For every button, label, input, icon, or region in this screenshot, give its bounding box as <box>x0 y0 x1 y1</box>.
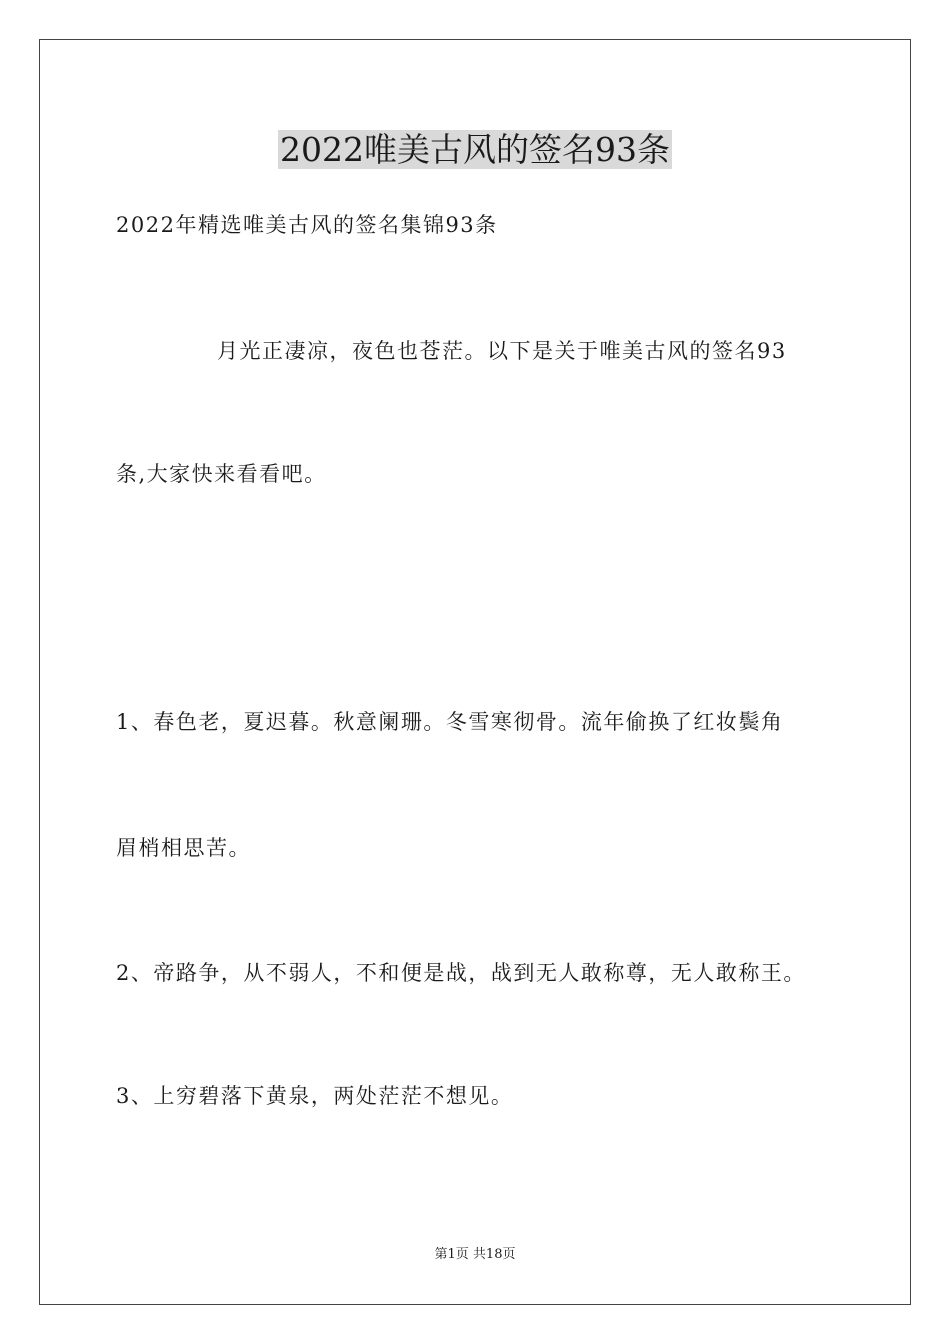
list-item-1-line-1: 1、春色老，夏迟暮。秋意阑珊。冬雪寒彻骨。流年偷换了红妆鬓角 <box>116 710 784 734</box>
list-item-2: 2、帝路争，从不弱人，不和便是战，战到无人敢称尊，无人敢称王。 <box>116 961 806 985</box>
document-title <box>0 128 950 172</box>
list-item-3: 3、上穷碧落下黄泉，两处茫茫不想见。 <box>116 1084 514 1108</box>
list-item-1-line-2: 眉梢相思苦。 <box>116 836 251 860</box>
page-footer: 第1页 共18页 <box>434 1247 516 1262</box>
intro-paragraph-line-2: 条,大家快来看看吧。 <box>116 462 327 486</box>
intro-paragraph-line-1: 月光正凄凉，夜色也苍茫。以下是关于唯美古风的签名93 <box>217 339 787 363</box>
document-subtitle: 2022年精选唯美古风的签名集锦93条 <box>116 213 498 237</box>
document-title-text: 2022唯美古风的签名93条 <box>280 130 670 169</box>
